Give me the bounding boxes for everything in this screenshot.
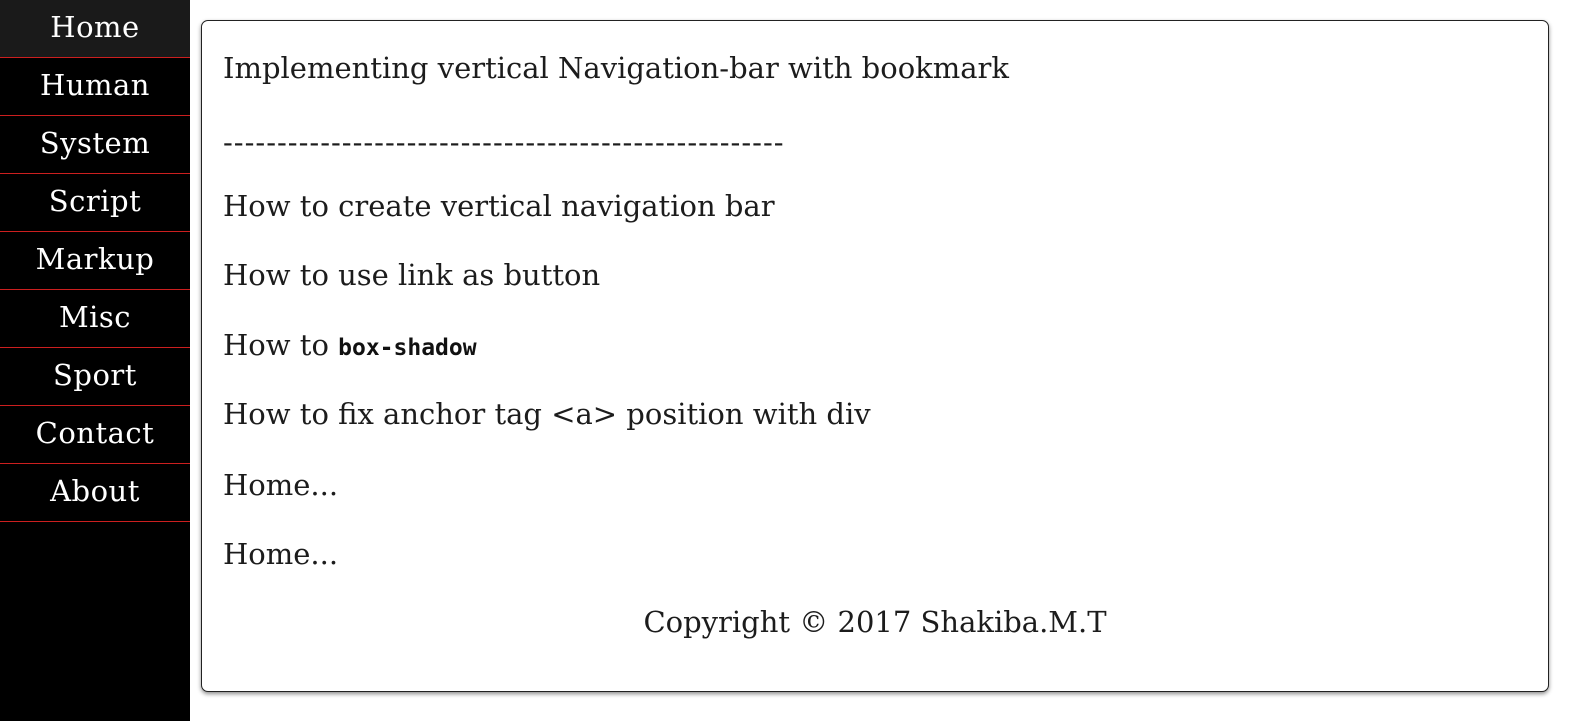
- sidebar: [0, 0, 190, 721]
- bookmark-link-box-shadow[interactable]: [223, 328, 477, 362]
- sidebar-item-system[interactable]: System: [0, 116, 190, 174]
- bookmark-link-prefix: How to: [223, 328, 339, 362]
- nav-list: [0, 0, 190, 522]
- sidebar-item-home[interactable]: Home: [0, 0, 190, 58]
- content-panel: [201, 20, 1549, 692]
- sidebar-item-misc[interactable]: Misc: [0, 290, 190, 348]
- bookmark-link-vertical-nav[interactable]: How to create vertical navigation bar: [223, 189, 775, 223]
- bookmark-link-anchor-position[interactable]: How to fix anchor tag <a> position with div: [223, 397, 871, 431]
- sidebar-item-script[interactable]: Script: [0, 174, 190, 232]
- sidebar-item-sport[interactable]: Sport: [0, 348, 190, 406]
- sidebar-item-markup[interactable]: Markup: [0, 232, 190, 290]
- code-box-shadow: box-shadow: [338, 335, 477, 361]
- bookmark-link-home-2[interactable]: Home...: [223, 537, 339, 571]
- sidebar-item-human[interactable]: Human: [0, 58, 190, 116]
- footer-copyright: Copyright © 2017 Shakiba.M.T: [643, 605, 1107, 639]
- sidebar-item-about[interactable]: About: [0, 464, 190, 522]
- bookmark-link-home-1[interactable]: Home...: [223, 468, 339, 502]
- sidebar-item-contact[interactable]: Contact: [0, 406, 190, 464]
- page-heading: Implementing vertical Navigation-bar with bookmark: [223, 51, 1009, 85]
- dash-divider: ----------------------------------------------------: [223, 125, 785, 159]
- bookmark-link-link-as-button[interactable]: How to use link as button: [223, 258, 601, 292]
